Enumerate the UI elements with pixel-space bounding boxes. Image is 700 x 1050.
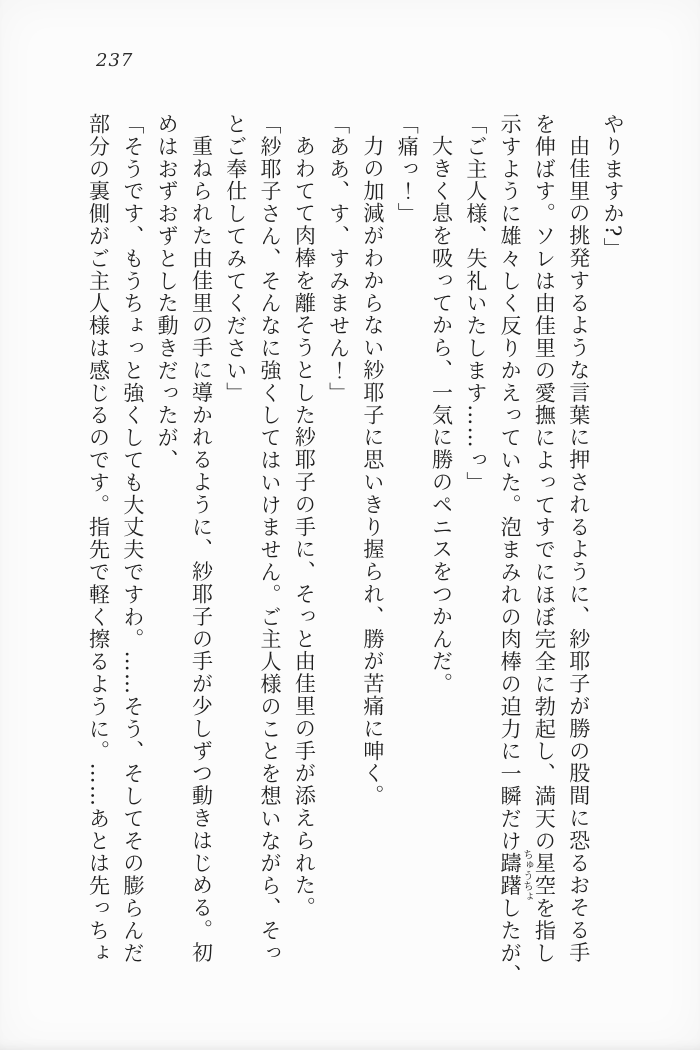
page-number: 237 (96, 50, 134, 71)
text-line: 「ああ、す、すみません！」 (326, 113, 351, 405)
text-line: めはおずおずとした動きだったが、 (155, 113, 180, 472)
text-line: あわてて肉棒を離そうとした紗耶子の手に、そっと由佳里の手が添えられた。 (292, 135, 317, 920)
text-line: 「ご主人様、失礼いたします……っ」 (463, 113, 488, 494)
text-line: を伸ばす。ソレは由佳里の愛撫によってすでにほぼ完全に勃起し、満天の星空を指し (532, 113, 557, 965)
vertical-text-block (81, 113, 630, 987)
text-line: 部分の裏側がご主人様は感じるのです。指先で軽く擦るように。……あとは先っちょ (86, 113, 111, 965)
text-line: 由佳里の挑発するような言葉に押されるように、紗耶子が勝の股間に恐るおそる手 (566, 135, 591, 965)
text-line: 「痛っ！」 (395, 113, 420, 225)
text-line: 「紗耶子さん、そんなに強くしてはいけません。ご主人様のことを想いながら、そっ (258, 113, 283, 965)
text-line: 大きく息を吸ってから、一気に勝のペニスをつかんだ。 (429, 135, 454, 696)
text-line: 重ねられた由佳里の手に導かれるように、紗耶子の手が少しずつ動きはじめる。初 (189, 135, 214, 965)
furigana-chuuchou: ちゅうちょ (522, 849, 534, 902)
text-line: とご奉仕してみてください」 (223, 113, 248, 405)
text-line: 「そうです、もうちょっと強くしても大丈夫ですわ。……そう、そしてその膨らんだ (120, 113, 145, 965)
text-line: 力の加減がわからない紗耶子に思いきり握られ、勝が苦痛に呻く。 (360, 135, 385, 808)
text-line: やりますか?」 (601, 113, 625, 261)
text-line: 示すように雄々しく反りかえっていた。泡まみれの肉棒の迫力に一瞬だけ躊躇したが、 (498, 113, 523, 987)
